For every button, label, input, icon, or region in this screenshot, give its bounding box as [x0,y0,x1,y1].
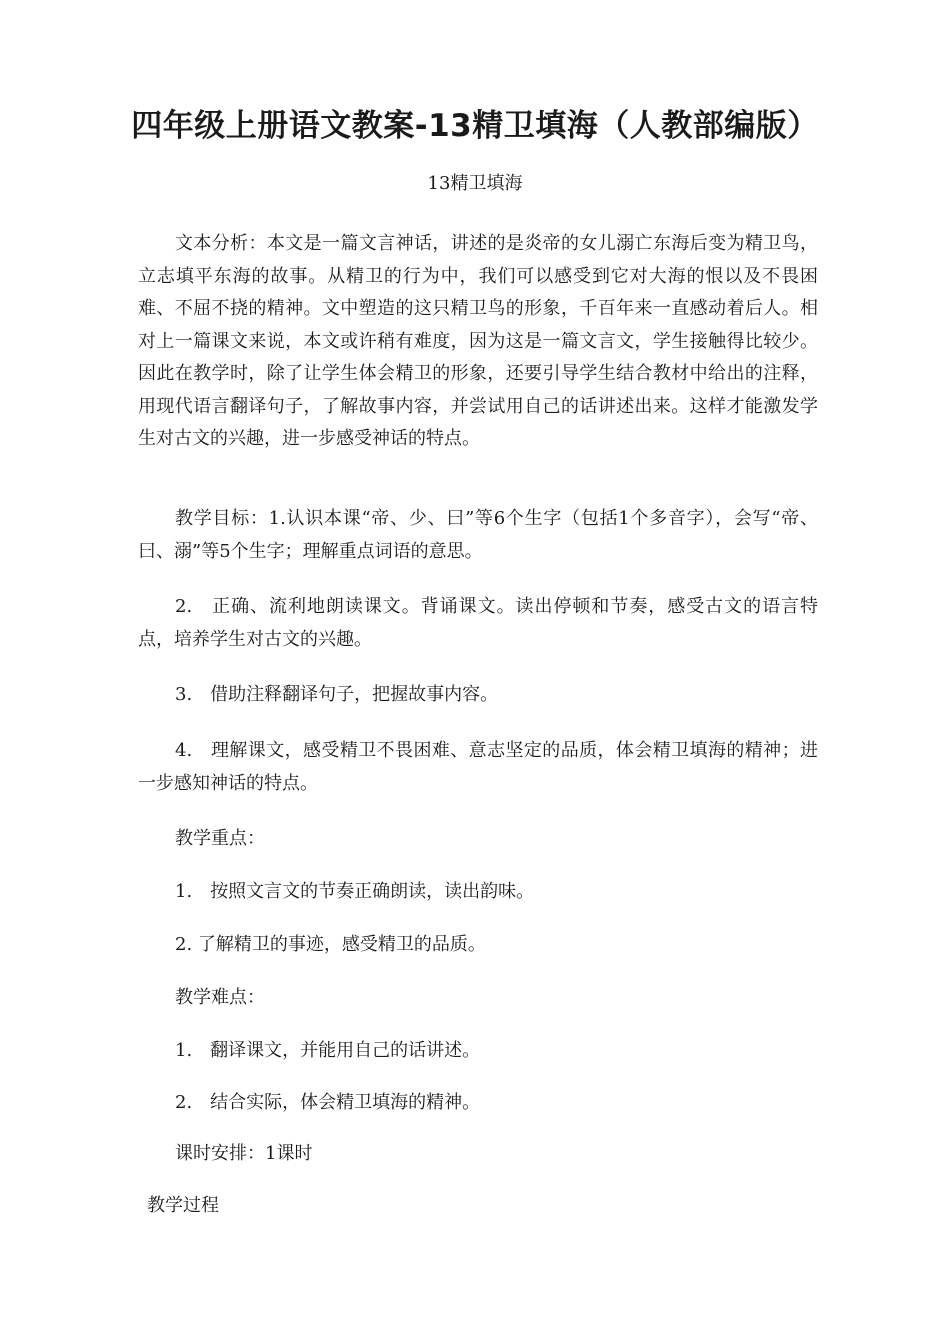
paragraph-objective-3: 3. 借助注释翻译句子，把握故事内容。 [175,684,499,705]
paragraph-key-point-1: 1. 按照文言文的节奏正确朗读，读出韵味。 [175,881,535,902]
paragraph-objective-2: 2. 正确、流利地朗读课文。背诵课文。读出停顿和节奏，感受古文的语言特点，培养学生对古文的兴趣。 [138,596,818,650]
paragraph-objective-4: 4. 理解课文，感受精卫不畏困难、意志坚定的品质，体会精卫填海的精神；进一步感知神话的特点。 [138,740,818,794]
paragraph-schedule: 课时安排：1课时 [175,1143,313,1164]
paragraph-teaching-process: 教学过程 [147,1195,219,1216]
paragraph-text-analysis: 文本分析：本文是一篇文言神话，讲述的是炎帝的女儿溺亡东海后变为精卫鸟，立志填平东海的故事。从精卫的行为中，我们可以感受到它对大海的恨以及不畏困难、不屈不挠的精神。文中塑造的这只精卫鸟的形象，千百年来一直感动着后人。相对上一篇课文来说，本文或许稍有难度，因为这是一篇文言文，学生接触得比较少。因此在教学时，除了让学生体会精卫的形象，还要引导学生结合教材中给出的注释，用现代语言翻译句子，了解故事内容，并尝试用自己的话讲述出来。这样才能激发学生对古文的兴趣，进一步感受神话的特点。 [138,233,818,449]
paragraph-difficulties-heading: 教学难点： [175,987,265,1008]
paragraph-key-point-2: 2. 了解精卫的事迹，感受精卫的品质。 [175,934,486,955]
paragraph-difficulty-2: 2. 结合实际，体会精卫填海的精神。 [175,1092,481,1113]
document-subtitle: 13精卫填海 [427,173,523,194]
paragraph-teaching-objectives: 教学目标：1.认识本课“帝、少、曰”等6个生字（包括1个多音字），会写“帝、曰、溺”等5个生字；理解重点词语的意思。 [138,508,818,562]
paragraph-key-points-heading: 教学重点： [175,828,265,849]
document-title: 四年级上册语文教案-13精卫填海（人教部编版） [131,108,819,144]
paragraph-difficulty-1: 1. 翻译课文，并能用自己的话讲述。 [175,1040,481,1061]
